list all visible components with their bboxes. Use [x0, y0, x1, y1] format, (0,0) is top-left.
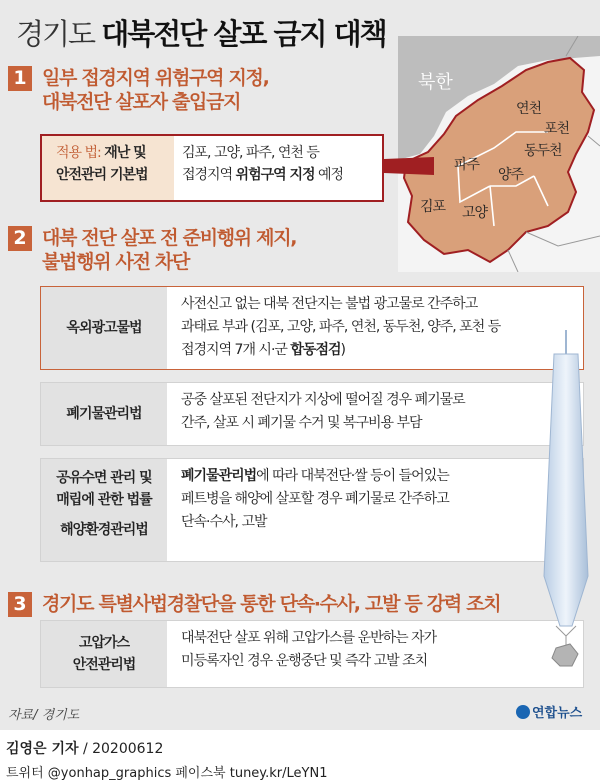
table-row — [40, 286, 584, 370]
row-text: 대북전단 살포 위해 고압가스를 운반하는 자가 미등록자인 경우 운행중단 및 즉각 고발 조치 — [181, 630, 437, 669]
row-text: 사전신고 없는 대북 전단지는 불법 광고물로 간주하고 과태료 부과 (김포, 고양, 파주, 연천, 동두천, 양주, 포천 등 접경지역 7개 시·군 합동점검) — [181, 296, 501, 358]
row-text: 폐기물관리법에 따라 대북전단·쌀 등이 들어있는 페트병을 해양에 살포할 경우 폐기물로 간주하고 단속·수사, 고발 — [181, 468, 449, 530]
section-1-number: 1 — [8, 66, 32, 91]
map-label-paju: 파주 — [454, 157, 480, 173]
row-text: 공중 살포된 전단지가 지상에 떨어질 경우 폐기물로 간주, 살포 시 폐기물 수거 및 복구비용 부담 — [181, 392, 465, 431]
yonhap-logo-icon — [516, 705, 530, 719]
row-head: 폐기물관리법 — [41, 383, 167, 445]
section-1-box — [40, 134, 384, 202]
row-head: 공유수면 관리 및 매립에 관한 법률 해양환경관리법 — [41, 459, 167, 561]
section-3-number: 3 — [8, 592, 32, 617]
row-head: 옥외광고물법 — [41, 287, 167, 369]
gyeonggi-map — [398, 36, 600, 272]
map-label-pocheon: 포천 — [544, 121, 570, 137]
map-label-goyang: 고양 — [462, 205, 488, 221]
section-3-title: 경기도 특별사법경찰단을 통한 단속·수사, 고발 등 강력 조치 — [42, 593, 501, 615]
table-row — [40, 382, 584, 446]
map-label-yangju: 양주 — [498, 167, 524, 183]
section-2-title: 대북 전단 살포 전 준비행위 제지, 불법행위 사전 차단 — [42, 227, 297, 273]
balloon-icon — [506, 326, 596, 692]
section-1-title: 일부 접경지역 위험구역 지정, 대북전단 살포자 출입금지 — [42, 67, 269, 113]
page-title: 경기도 대북전단 살포 금지 대책 — [16, 17, 386, 51]
table-row — [40, 458, 584, 562]
yonhap-logo: 연합뉴스 — [516, 702, 582, 721]
section-1-description: 김포, 고양, 파주, 연천 등 접경지역 위험구역 지정 예정 — [182, 145, 344, 183]
section-1-law: 적용 법: 재난 및 안전관리 기본법 — [42, 136, 174, 200]
section-2-number: 2 — [8, 226, 32, 251]
table-row — [40, 620, 584, 688]
source-note: 자료/ 경기도 — [8, 708, 80, 723]
map-label-dongducheon: 동두천 — [524, 143, 562, 159]
social-links: 트위터 @yonhap_graphics 페이스북 tuney.kr/LeYN1 — [6, 766, 328, 781]
row-head: 고압가스 안전관리법 — [41, 621, 167, 687]
map-label-north: 북한 — [418, 72, 453, 93]
map-label-yeoncheon: 연천 — [516, 101, 542, 117]
map-connector — [384, 157, 434, 175]
map-label-gimpo: 김포 — [420, 199, 446, 215]
footer — [0, 730, 600, 784]
byline: 김영은 기자 / 20200612 — [6, 741, 164, 757]
